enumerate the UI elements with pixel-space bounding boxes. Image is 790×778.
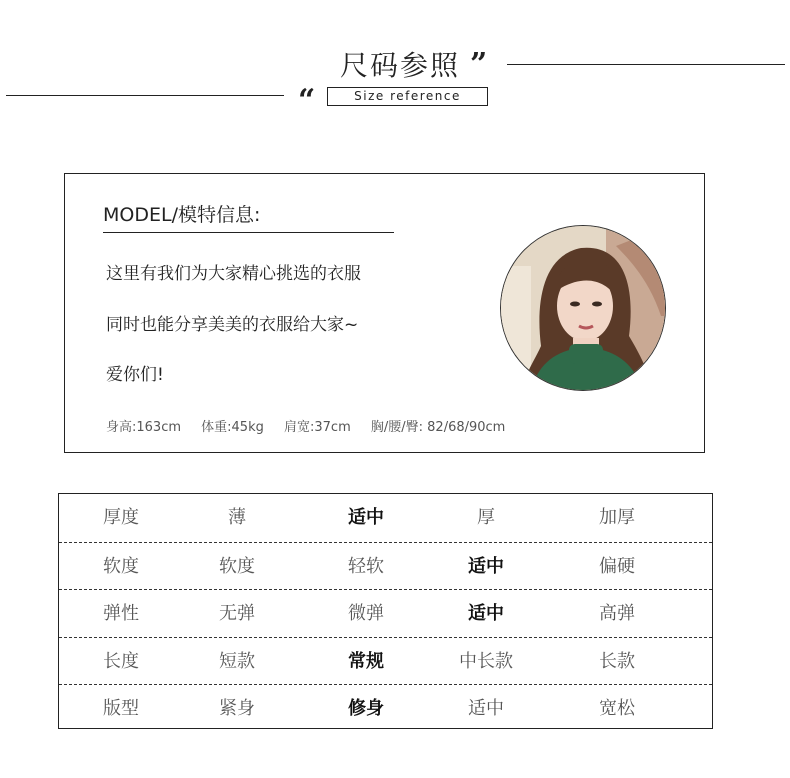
model-info-card: [64, 173, 705, 453]
option-cell: 软度: [219, 555, 255, 577]
option-cell: 无弹: [219, 603, 255, 625]
option-cell: 适中: [468, 698, 504, 720]
model-stats: [106, 416, 521, 435]
option-cell-selected: 常规: [348, 650, 384, 672]
option-cell-selected: 修身: [348, 698, 384, 720]
page-subtitle: Size reference: [327, 87, 488, 106]
option-cell: 宽松: [599, 698, 635, 720]
model-line-1: 这里有我们为大家精心挑选的衣服: [106, 264, 361, 284]
model-line-3: 爱你们!: [106, 365, 164, 385]
model-line-2: 同时也能分享美美的衣服给大家~: [106, 315, 359, 335]
option-cell-selected: 适中: [348, 507, 384, 528]
row-label: 长度: [103, 650, 139, 672]
row-label: 厚度: [103, 507, 139, 528]
open-quote-mark: “: [298, 83, 316, 118]
size-table: [58, 493, 713, 729]
model-portrait-image: [501, 226, 666, 391]
header-line-right: [507, 64, 785, 65]
option-cell: 加厚: [599, 507, 635, 528]
model-height: 身高:163cm: [106, 420, 182, 435]
model-avatar: [500, 225, 666, 391]
option-cell: 偏硬: [599, 555, 635, 577]
option-cell: 紧身: [219, 698, 255, 720]
row-label: 弹性: [103, 603, 139, 625]
option-cell: 高弹: [599, 603, 635, 625]
row-label: 软度: [103, 555, 139, 577]
option-cell: 微弹: [348, 603, 384, 625]
table-row: [59, 494, 712, 541]
option-cell: 厚: [477, 507, 495, 528]
model-weight: 体重:45kg: [201, 420, 264, 435]
table-row: [59, 684, 712, 732]
option-cell-selected: 适中: [468, 555, 504, 577]
close-quote-mark: ”: [470, 47, 488, 82]
model-heading-underline: [103, 232, 394, 233]
header-line-left: [6, 95, 284, 96]
option-cell: 长款: [599, 650, 635, 672]
model-heading: MODEL/模特信息:: [103, 204, 261, 226]
option-cell-selected: 适中: [468, 603, 504, 625]
option-cell: 中长款: [459, 650, 513, 672]
page-title: 尺码参照: [340, 49, 461, 82]
model-measurements: 胸/腰/臀: 82/68/90cm: [370, 420, 506, 435]
table-row: [59, 637, 712, 685]
model-shoulder: 肩宽:37cm: [284, 420, 351, 435]
table-row: [59, 542, 712, 590]
row-label: 版型: [103, 698, 139, 720]
option-cell: 轻软: [348, 555, 384, 577]
table-row: [59, 589, 712, 637]
option-cell: 短款: [219, 650, 255, 672]
option-cell: 薄: [228, 507, 246, 528]
